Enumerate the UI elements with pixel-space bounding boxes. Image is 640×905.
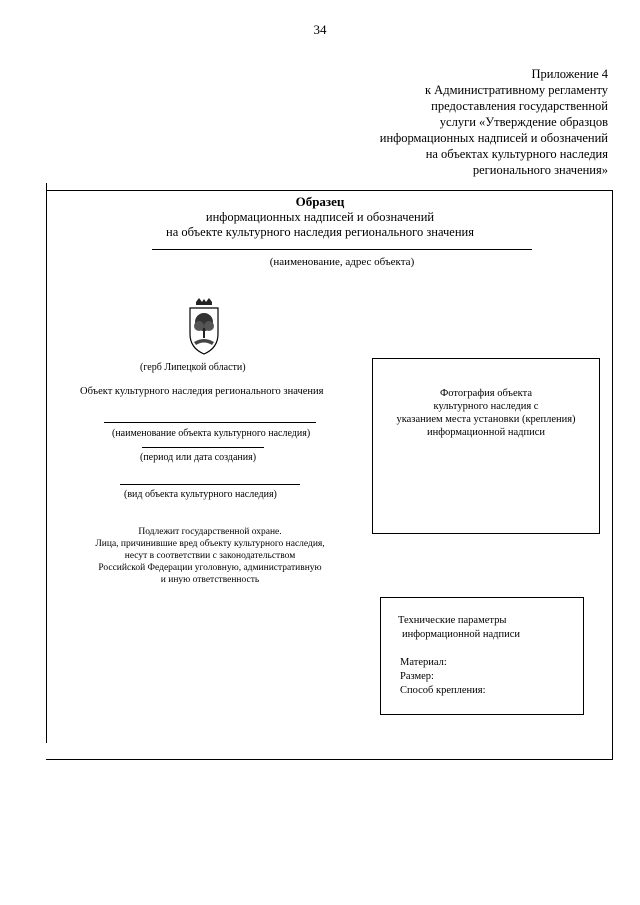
protection-line: несут в соответствии с законодательством (124, 551, 296, 561)
period-line (142, 447, 264, 448)
period-caption: (период или дата создания) (140, 452, 257, 463)
tech-params-fields (400, 656, 580, 698)
protection-line: и иную ответственность (160, 575, 260, 585)
coat-of-arms-icon (186, 298, 222, 358)
appendix-line: информационных надписей и обозначений (379, 131, 608, 145)
name-address-caption: (наименование, адрес объекта) (269, 256, 415, 268)
appendix-line: на объектах культурного наследия (425, 147, 608, 161)
tech-heading-line: Технические параметры (398, 615, 507, 626)
name-address-line (152, 249, 532, 250)
material-label: Материал: (400, 657, 447, 668)
object-name-line (104, 422, 316, 423)
protection-line: Подлежит государственной охране. (138, 527, 282, 537)
photo-placeholder-text (372, 387, 600, 439)
tech-heading-line: информационной надписи (402, 629, 520, 640)
appendix-line: к Административному регламенту (424, 83, 608, 97)
form-title: Образец (295, 194, 345, 209)
form-subtitle (0, 210, 640, 240)
photo-line: Фотография объекта (440, 388, 532, 399)
object-heading: Объект культурного наследия регионального значения (80, 386, 324, 397)
appendix-line: регионального значения» (472, 163, 608, 177)
mounting-label: Способ крепления: (400, 685, 486, 696)
appendix-line: Приложение 4 (531, 67, 608, 81)
kind-line (120, 484, 300, 485)
appendix-note (278, 66, 608, 178)
kind-caption: (вид объекта культурного наследия) (124, 489, 277, 500)
coat-caption: (герб Липецкой области) (140, 362, 246, 373)
appendix-line: услуги «Утверждение образцов (439, 115, 608, 129)
page-number: 34 (313, 22, 327, 37)
photo-line: культурного наследия с (433, 401, 539, 412)
protection-notice (40, 526, 380, 586)
subtitle-line: на объекте культурного наследия регионального значения (166, 225, 474, 239)
subtitle-line: информационных надписей и обозначений (205, 210, 435, 224)
protection-line: Российской Федерации уголовную, административную (98, 563, 322, 573)
object-name-caption: (наименование объекта культурного наследия) (112, 428, 311, 439)
appendix-line: предоставления государственной (431, 99, 608, 113)
size-label: Размер: (400, 671, 434, 682)
photo-placeholder-box (372, 358, 600, 534)
photo-line: указанием места установки (крепления) (396, 414, 576, 425)
tech-params-heading (398, 614, 578, 642)
photo-line: информационной надписи (427, 427, 545, 438)
protection-line: Лица, причинившие вред объекту культурного наследия, (95, 539, 325, 549)
